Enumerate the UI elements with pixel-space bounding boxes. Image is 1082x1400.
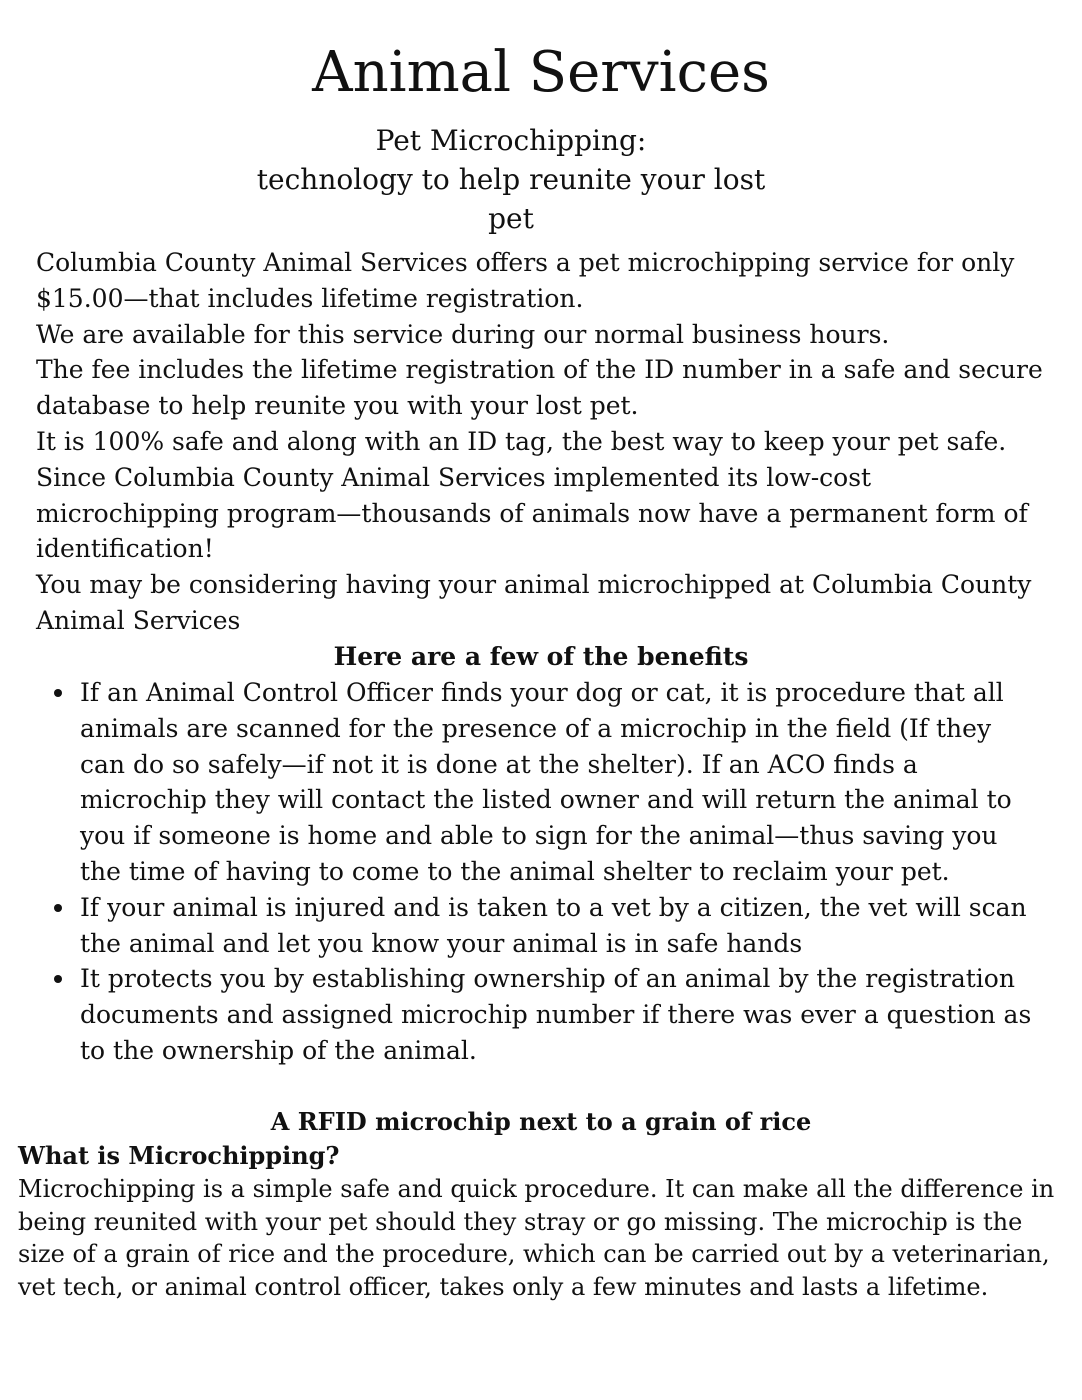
intro-paragraph: Columbia County Animal Services offers a pet microchipping service for only $15.00—that includes lifetime registration. [36,248,1015,313]
bullet-icon [54,689,62,697]
intro-section [36,245,1046,639]
list-item [80,961,1040,1068]
page-title: Animal Services [312,40,770,105]
subtitle-line: technology to help reunite your lost [256,163,766,196]
benefit-text: It protects you by establishing ownership of an animal by the registration documents and assigned microchip number if there was ever a question as to the ownership of the animal. [80,964,1032,1065]
intro-paragraph: We are available for this service during our normal business hours. [36,319,890,349]
intro-paragraph: The fee includes the lifetime registration of the ID number in a safe and secure database to help reunite you with your lost pet. [36,355,1043,421]
image-caption: A RFID microchip next to a grain of rice [270,1107,812,1136]
intro-paragraph: You may be considering having your animal microchipped at Columbia County Animal Services [36,570,1032,635]
section-paragraph: Microchipping is a simple safe and quick procedure. It can make all the difference in being reunited with your pet should they stray or go missing. The microchip is the size of a grain of rice and the procedure, which can be carried out by a veterinarian, vet tech, or animal control officer, takes only a few minutes and lasts a lifetime. [18,1175,1055,1301]
section-heading: What is Microchipping? [18,1141,340,1170]
bullet-icon [54,904,62,912]
benefit-text: If an Animal Control Officer finds your dog or cat, it is procedure that all animals are scanned for the presence of a microchip in the field (If they can do so safely—if not it is done at the shelter). If an ACO finds a microchip they will contact the listed owner and will return the animal to you if someone is home and able to sign for the animal—thus saving you the time of having to come to the animal shelter to reclaim your pet. [80,678,1012,886]
benefits-list [80,675,1040,1069]
subtitle-line: Pet Microchipping: [375,124,647,157]
intro-paragraph: Since Columbia County Animal Services implemented its low-cost microchipping program—thousands of animals now have a permanent form of identification! [36,462,1028,564]
bullet-icon [54,975,62,983]
subtitle [241,121,781,238]
benefit-text: If your animal is injured and is taken to a vet by a citizen, the vet will scan the animal and let you know your animal is in safe hands [80,892,1027,958]
list-item [80,675,1040,890]
benefits-heading: Here are a few of the benefits [333,642,749,671]
list-item [80,890,1040,962]
subtitle-line: pet [488,202,534,235]
intro-paragraph: It is 100% safe and along with an ID tag, the best way to keep your pet safe. [36,426,1007,456]
